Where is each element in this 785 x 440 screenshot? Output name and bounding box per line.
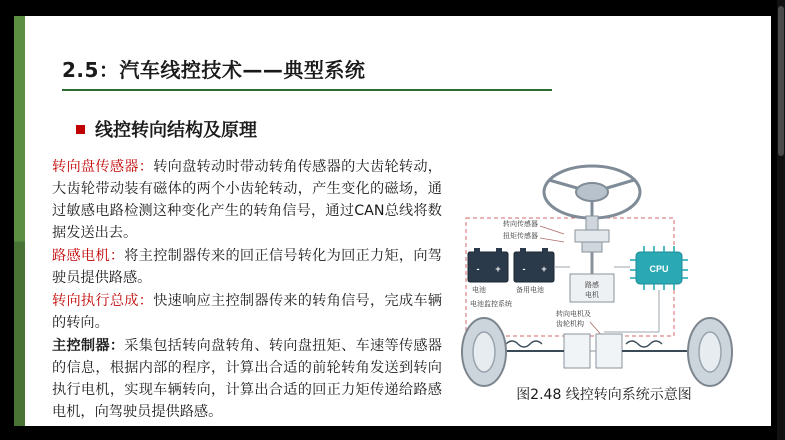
paragraph-steering-sensor — [52, 156, 442, 244]
svg-text:-: - — [522, 264, 526, 274]
slide-left-accent-bar — [14, 16, 25, 426]
battery-pack-icon — [468, 248, 554, 282]
figure-caption: 图2.48 线控转向系统示意图 — [516, 387, 692, 403]
paragraph-keyword: 主控制器： — [52, 338, 125, 354]
body-text-column — [52, 156, 442, 424]
figure-label-steer-motor-line2: 齿轮机构 — [556, 320, 584, 328]
svg-text:+: + — [495, 264, 501, 274]
page-title: 2.5：汽车线控技术——典型系统 — [62, 58, 366, 82]
scrollbar-vertical[interactable] — [777, 0, 785, 440]
slide-canvas — [14, 16, 771, 426]
paragraph-body: 转向盘转动时带动转角传感器的大齿轮转动，大齿轮带动装有磁体的两个小齿轮转动，产生变化的磁场，通过敏感电路检测这种变化产生的转角信号，通过CAN总线将数据发送出去。 — [52, 159, 442, 241]
figure-label-battery-monitor: 电池监控系统 — [470, 300, 512, 308]
square-bullet-icon — [76, 125, 85, 134]
subheading-text: 线控转向结构及原理 — [95, 120, 257, 141]
paragraph-main-controller — [52, 335, 442, 423]
figure-label-road-feel-motor-line2: 电机 — [585, 291, 599, 299]
figure-label-steer-motor-line1: 转向电机及 — [556, 310, 591, 318]
slide-title-block — [62, 54, 582, 91]
wheel-right-icon — [688, 318, 732, 386]
figure-label-backup-battery: 备用电池 — [516, 286, 544, 294]
scrollbar-thumb[interactable] — [778, 6, 784, 156]
steering-wheel-icon — [544, 166, 640, 218]
paragraph-keyword: 转向盘传感器： — [52, 159, 154, 175]
slide-left-accent-bar-inner — [14, 16, 25, 426]
svg-text:+: + — [541, 264, 547, 274]
figure-label-cpu: CPU — [649, 264, 669, 274]
paragraph-body: 将主控制器传来的回正信号转化为回正力矩，向驾驶员提供路感。 — [52, 248, 442, 286]
subheading-row — [76, 116, 257, 142]
title-underline — [62, 89, 552, 91]
figure-label-road-feel-motor-line1: 路感 — [585, 281, 599, 289]
cpu-chip-icon — [630, 246, 688, 290]
wheel-left-icon — [462, 318, 506, 386]
figure-label-steering-sensor: 转向传感器 — [503, 220, 538, 228]
paragraph-steering-actuator — [52, 290, 442, 334]
paragraph-keyword: 转向执行总成： — [52, 293, 154, 309]
paragraph-body: 采集包括转向盘转角、转向盘扭矩、车速等传感器的信息，根据内部的程序，计算出合适的前轮转角发送到转向执行电机，实现车辆转向，计算出合适的回正力矩传递给路感电机，向驾驶员提供路感。 — [52, 338, 442, 420]
figure-label-battery: 电池 — [472, 286, 486, 294]
paragraph-body: 快速响应主控制器传来的转角信号，完成车辆的转向。 — [52, 293, 442, 331]
paragraph-road-feel-motor — [52, 245, 442, 289]
svg-text:-: - — [476, 264, 480, 274]
figure-label-torque-sensor: 扭矩传感器 — [503, 232, 538, 240]
figure-steer-by-wire-diagram — [444, 156, 764, 416]
paragraph-keyword: 路感电机： — [52, 248, 125, 264]
